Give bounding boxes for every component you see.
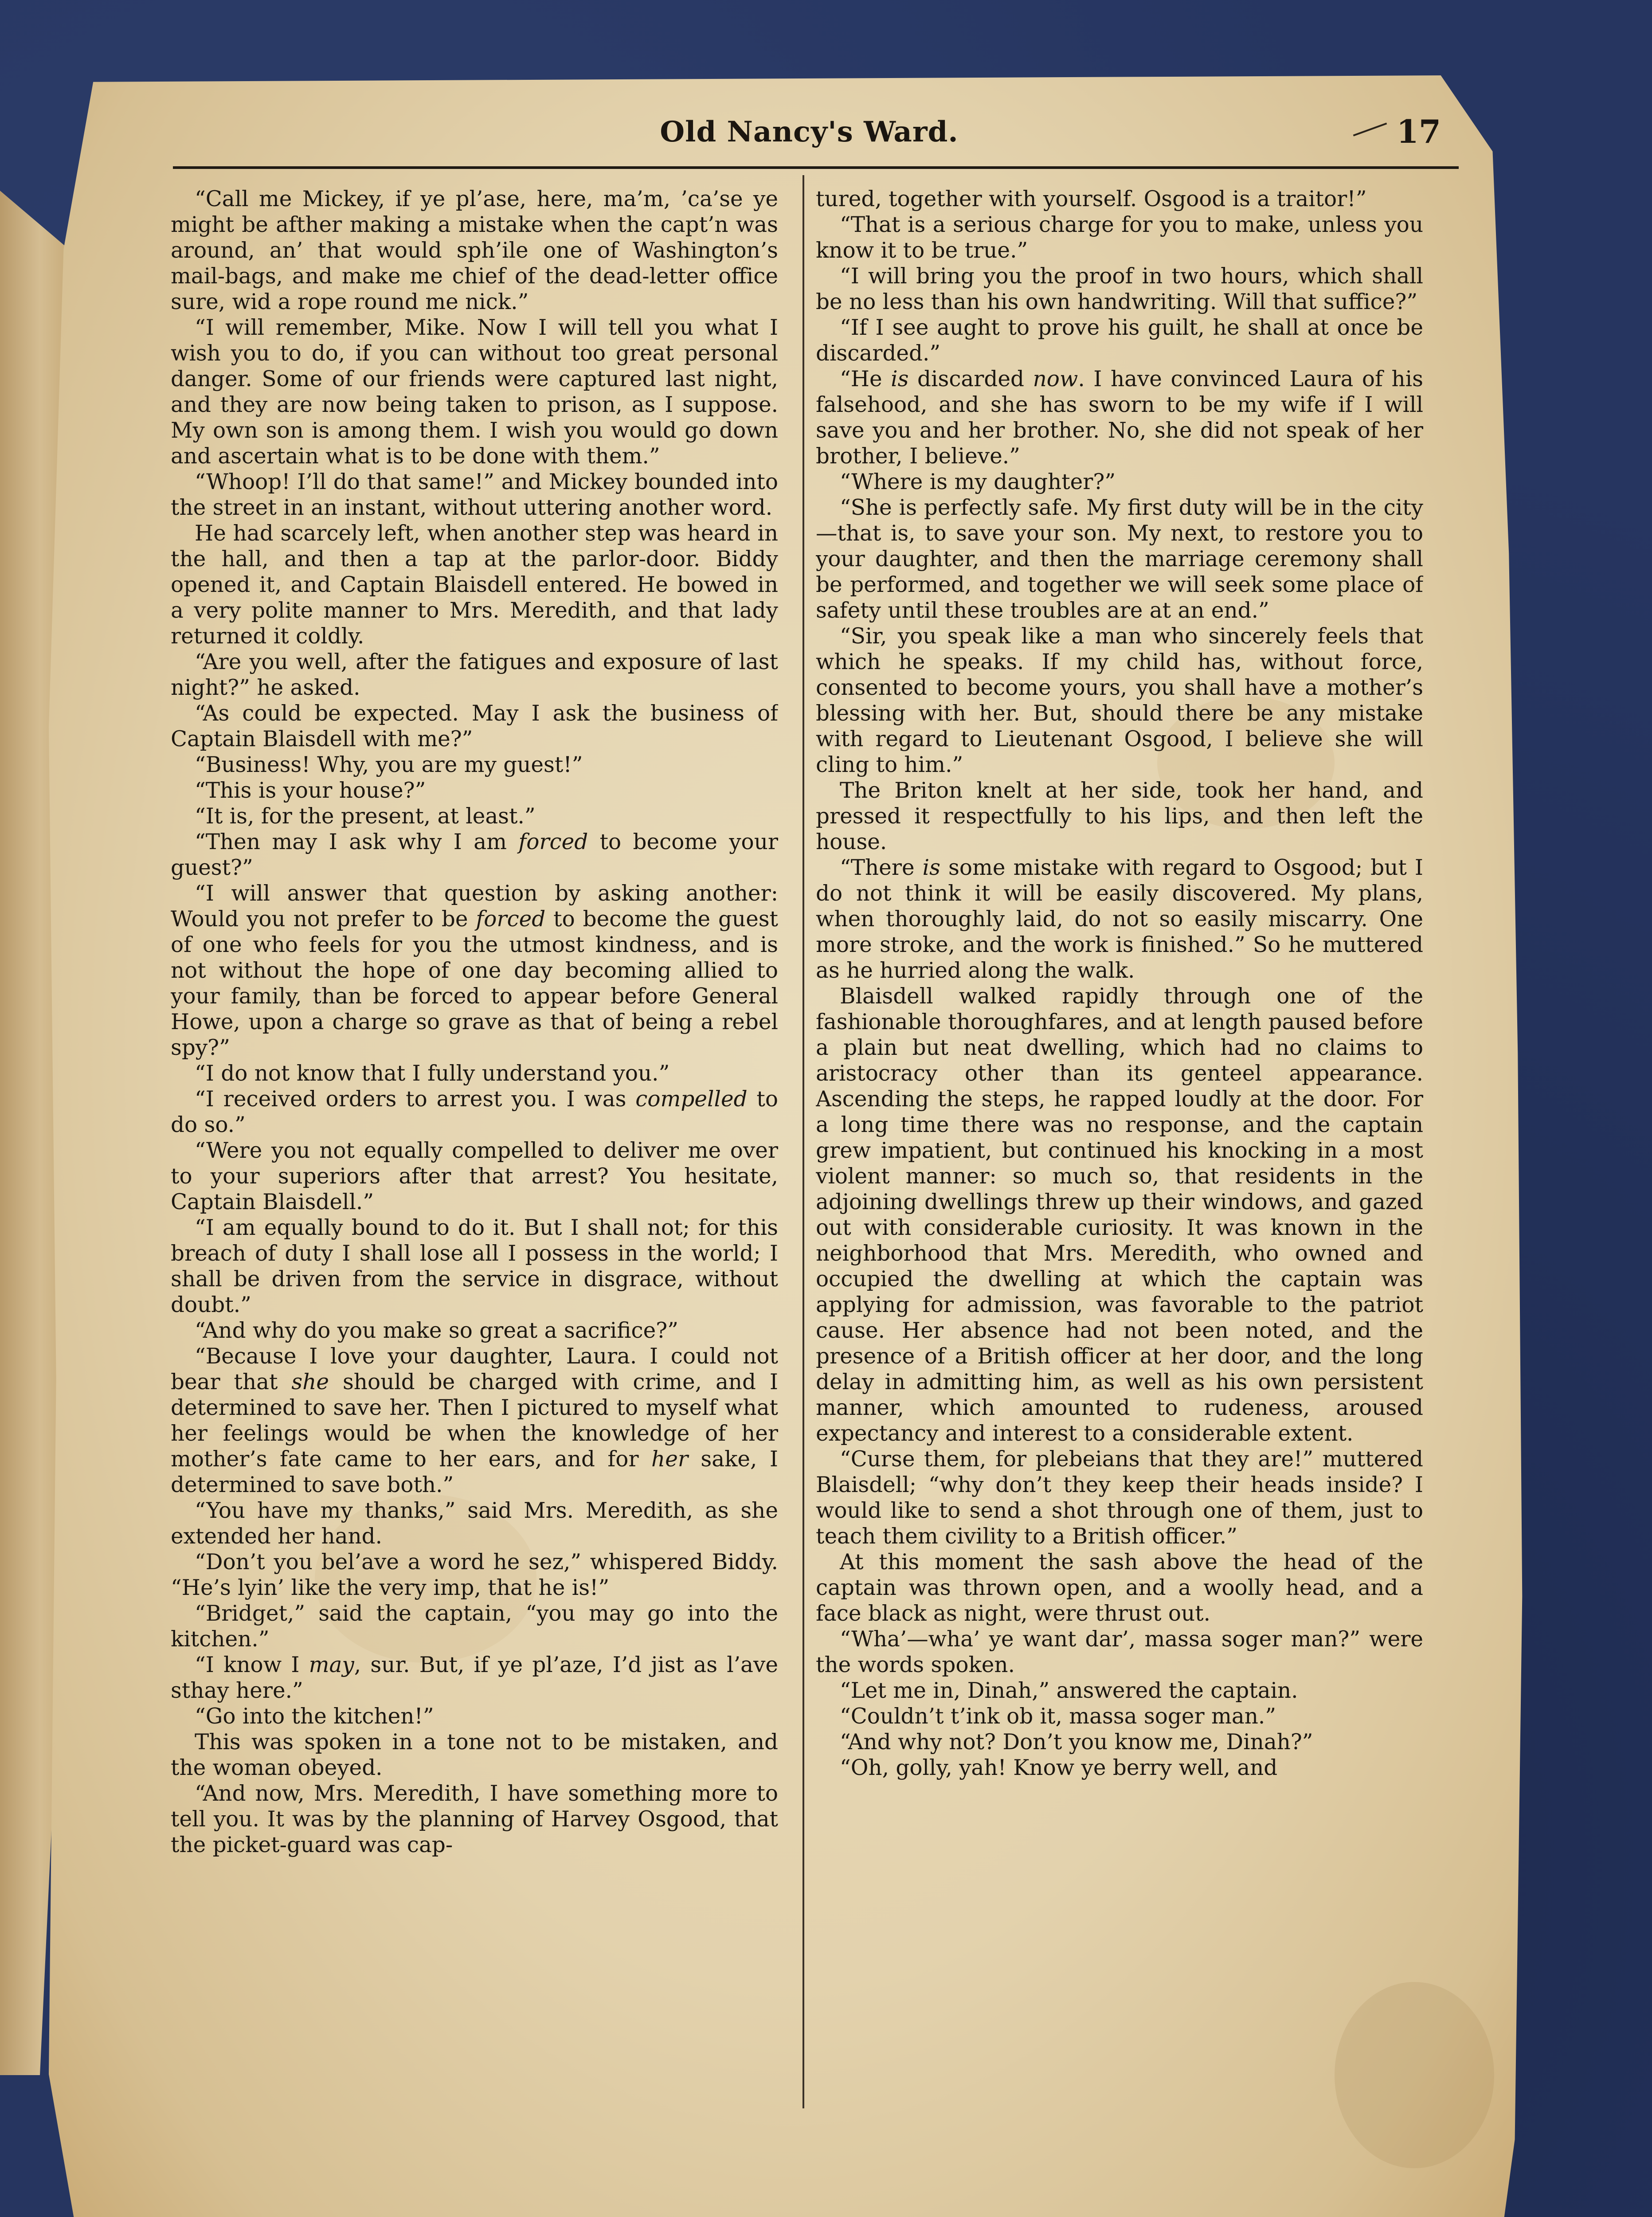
paragraph: “I know I may, sur. But, if ye pl’aze, I’d jist as l’ave sthay here.”: [171, 1653, 778, 1703]
paragraph: “That is a serious charge for you to make, unless you know it to be true.”: [816, 212, 1423, 263]
paragraph: tured, together with yourself. Osgood is a traitor!”: [816, 187, 1367, 212]
paragraph: “I do not know that I fully understand you.”: [195, 1061, 670, 1086]
left-text-column: [171, 186, 778, 2102]
paragraph: “I received orders to arrest you. I was compelled to do so.”: [171, 1087, 778, 1137]
paragraph: “Business! Why, you are my guest!”: [195, 752, 583, 777]
paragraph: “There is some mistake with regard to Osgood; but I do not think it will be easily discovered. My plans, when thoroughly laid, do not so easily miscarry. One more stroke, and the work is finished.” So he muttered as he hurried along the walk.: [816, 855, 1423, 983]
paragraph: “Whoop! I’ll do that same!” and Mickey bounded into the street in an instant, without uttering another word.: [171, 470, 778, 520]
paragraph: “Curse them, for plebeians that they are!” muttered Blaisdell; “why don’t they keep their heads inside? I would like to send a shot through one of them, just to teach them civility to a British officer.”: [816, 1447, 1423, 1549]
paragraph: “If I see aught to prove his guilt, he shall at once be discarded.”: [816, 315, 1423, 366]
paragraph: At this moment the sash above the head of the captain was thrown open, and a woolly head, and a face black as night, were thrust out.: [816, 1550, 1423, 1626]
paragraph: Blaisdell walked rapidly through one of the fashionable thoroughfares, and at length paused before a plain but neat dwelling, which had no claims to aristocracy other than its genteel appearance. Ascending the steps, he rapped loudly at the door. For a long time there was no response, and the captain grew impatient, but continued his knocking in a most violent manner: so much so, that residents in the adjoining dwellings threw up their windows, and gazed out with considerable curiosity. It was known in the neighborhood that Mrs. Meredith, who owned and occupied the dwelling at which the captain was applying for admission, was favorable to the patriot cause. Her absence had not been noted, and the presence of a British officer at her door, and the long delay in admitting him, as well as his own persistent manner, which amounted to rudeness, aroused expectancy and interest to a considerable extent.: [816, 984, 1423, 1446]
paragraph: “I am equally bound to do it. But I shall not; for this breach of duty I shall lose all I possess in the world; I shall be driven from the service in disgrace, without doubt.”: [171, 1215, 778, 1317]
paragraph: “It is, for the present, at least.”: [195, 804, 536, 829]
paragraph: The Briton knelt at her side, took her hand, and pressed it respectfully to his lips, and then left the house.: [816, 778, 1423, 854]
paragraph: “As could be expected. May I ask the business of Captain Blaisdell with me?”: [171, 701, 778, 752]
paragraph: “I will answer that question by asking another: Would you not prefer to be forced to become the guest of one who feels for you the utmost kindness, and is not without the hope of one day becoming allied to your family, than be forced to appear before General Howe, upon a charge so grave as that of being a rebel spy?”: [171, 881, 778, 1060]
paragraph: “Call me Mickey, if ye pl’ase, here, ma’m, ’ca’se ye might be afther making a mistake when the capt’n was around, an’ that would sph’ile one of Washington’s mail-bags, and make me chief of the dead-letter office sure, wid a rope round me nick.”: [171, 187, 778, 314]
paragraph: He had scarcely left, when another step was heard in the hall, and then a tap at the parlor-door. Biddy opened it, and Captain Blaisdell entered. He bowed in a very polite manner to Mrs. Meredith, and that lady returned it coldly.: [171, 521, 778, 649]
paragraph: “Are you well, after the fatigues and exposure of last night?” he asked.: [171, 650, 778, 700]
paragraph: “Bridget,” said the captain, “you may go into the kitchen.”: [171, 1601, 778, 1652]
paragraph: “She is perfectly safe. My first duty will be in the city—that is, to save your son. My next, to restore you to your daughter, and then the marriage ceremony shall be performed, and together we will seek some place of safety until these troubles are at an end.”: [816, 495, 1423, 623]
page-header: [173, 111, 1445, 160]
paragraph: “Where is my daughter?”: [840, 470, 1116, 494]
paragraph: “This is your house?”: [195, 778, 426, 803]
paragraph: “Then may I ask why I am forced to become your guest?”: [171, 830, 778, 880]
header-rule: [173, 166, 1459, 169]
paragraph: This was spoken in a tone not to be mistaken, and the woman obeyed.: [171, 1730, 778, 1780]
right-text-column: [816, 186, 1423, 2102]
paragraph: “And why not? Don’t you know me, Dinah?”: [840, 1730, 1313, 1755]
paragraph: “Were you not equally compelled to deliver me over to your superiors after that arrest? You hesitate, Captain Blaisdell.”: [171, 1138, 778, 1214]
paragraph: “I will remember, Mike. Now I will tell you what I wish you to do, if you can without too great personal danger. Some of our friends were captured last night, and they are now being taken to prison, as I suppose. My own son is among them. I wish you would go down and ascertain what is to be done with them.”: [171, 315, 778, 469]
paragraph: “Couldn’t t’ink ob it, massa soger man.”: [840, 1704, 1276, 1729]
paragraph: “Sir, you speak like a man who sincerely feels that which he speaks. If my child has, without force, consented to become yours, you shall have a mother’s blessing with her. But, should there be any mistake with regard to Lieutenant Osgood, I believe she will cling to him.”: [816, 624, 1423, 777]
paragraph: “And now, Mrs. Meredith, I have something more to tell you. It was by the planning of Harvey Osgood, that the picket-guard was cap-: [171, 1781, 778, 1857]
paragraph: “I will bring you the proof in two hours, which shall be no less than his own handwriting. Will that suffice?”: [816, 264, 1423, 314]
paragraph: “He is discarded now. I have convinced Laura of his falsehood, and she has sworn to be my wife if I will save you and her brother. No, she did not speak of her brother, I believe.”: [816, 367, 1423, 469]
paragraph: “And why do you make so great a sacrifice?”: [195, 1318, 678, 1343]
paragraph: “Let me in, Dinah,” answered the captain.: [840, 1678, 1298, 1703]
paragraph: “Don’t you bel’ave a word he sez,” whispered Biddy. “He’s lyin’ like the very imp, that he is!”: [171, 1550, 778, 1600]
column-divider: [803, 175, 804, 2108]
paragraph: “Because I love your daughter, Laura. I could not bear that she should be charged with crime, and I determined to save her. Then I pictured to myself what her feelings would be when the knowledge of her mother’s fate came to her ears, and for her sake, I determined to save both.”: [171, 1344, 778, 1497]
running-title: Old Nancy's Ward.: [660, 115, 959, 149]
paragraph: “Wha’—wha’ ye want dar’, massa soger man?” were the words spoken.: [816, 1627, 1423, 1677]
paragraph: “Oh, golly, yah! Know ye berry well, and: [840, 1755, 1278, 1780]
page-number: 17: [1396, 113, 1441, 150]
paragraph: “You have my thanks,” said Mrs. Meredith, as she extended her hand.: [171, 1498, 778, 1549]
paragraph: “Go into the kitchen!”: [195, 1704, 434, 1729]
